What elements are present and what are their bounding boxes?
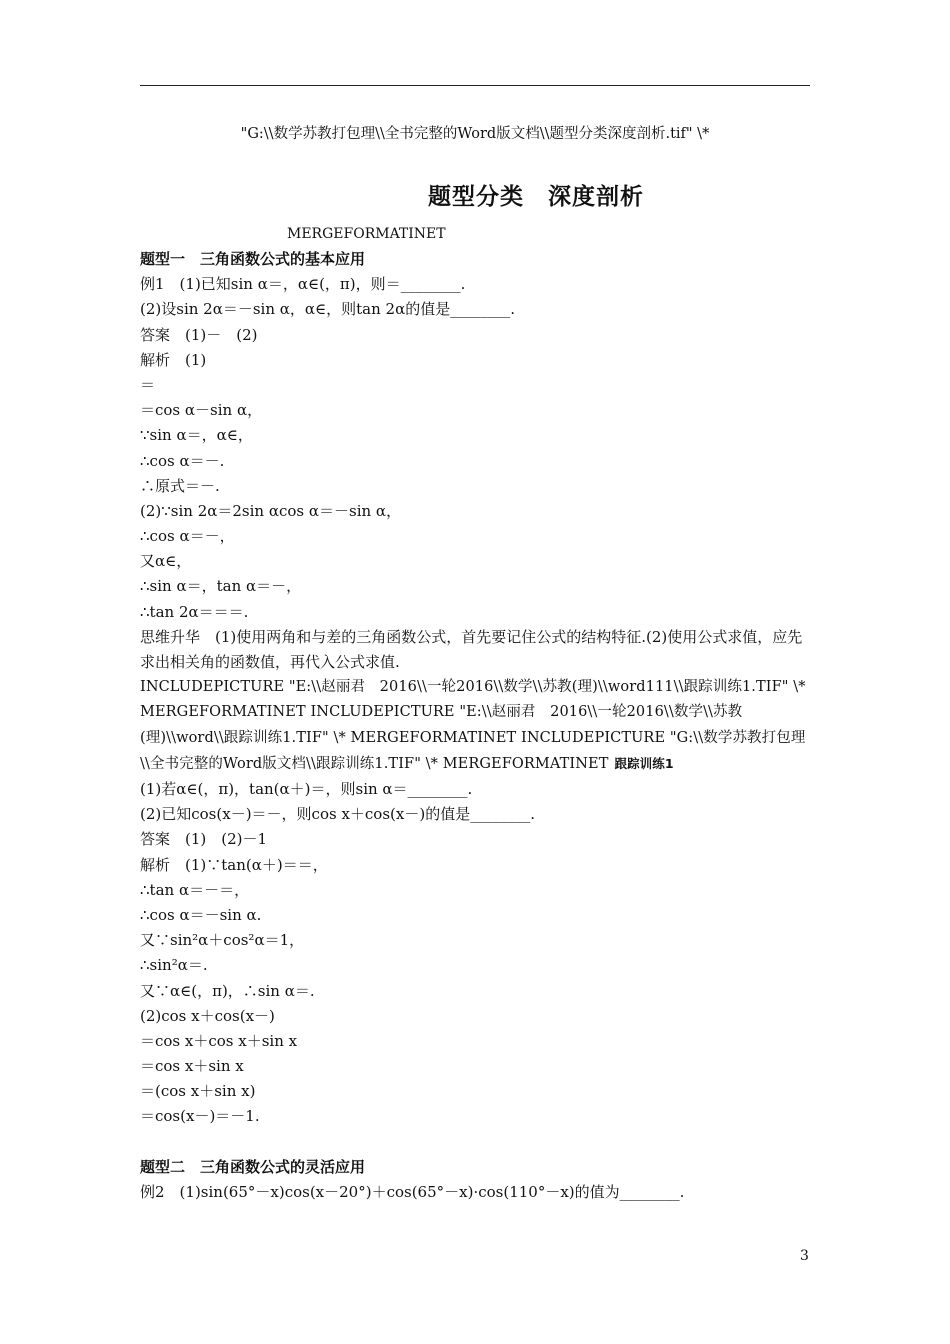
text-line: ∵sin α＝，α∈，	[140, 426, 253, 445]
include-field-paragraph	[140, 675, 815, 777]
blank-line	[140, 1130, 815, 1155]
text-line: (2)设sin 2α＝－sin α，α∈，则tan 2α的值是________.	[140, 300, 515, 319]
section-heading: 题型一 三角函数公式的基本应用	[140, 250, 366, 268]
text-line: ＝cos x＋cos x＋sin x	[140, 1031, 298, 1050]
header-rule	[140, 85, 810, 86]
text-line: 又∵sin²α＋cos²α＝1，	[140, 931, 305, 950]
text-line: 答案 (1)－ (2)	[140, 325, 258, 344]
include-field-text: INCLUDEPICTURE "E:\\赵丽君 2016\\一轮2016\\数学\\苏教(理)\\word111\\跟踪训练1.TIF" \* MERGEFORMATINET INCLUDEPICTURE "E:\\赵丽君 2016\\一轮2016\\数学\\苏教(理)\\word\\跟踪训练1.TIF" \* MERGEFORMATINET INCLUDEPICTURE "G:\\数学苏教打包理\\全书完整的Word版文档\\跟踪训练1.TIF" \* MERGEFORMATINET	[140, 679, 806, 772]
text-line: ∴tan 2α＝＝＝.	[140, 602, 249, 621]
text-line: (2)∵sin 2α＝2sin αcos α＝－sin α，	[140, 501, 402, 520]
text-line: 解析 (1)∵tan(α＋)＝＝，	[140, 855, 328, 874]
text-line: 又∵α∈(，π)，∴sin α＝.	[140, 981, 315, 1000]
text-line: ∴cos α＝－sin α.	[140, 905, 262, 924]
document-body	[140, 247, 815, 1205]
text-line: ＝(cos x＋sin x)	[140, 1082, 256, 1101]
summary-paragraph: 思维升华 (1)使用两角和与差的三角函数公式，首先要记住公式的结构特征.(2)使用公式求值，应先求出相关角的函数值，再代入公式求值.	[140, 627, 803, 672]
text-line: ∴sin α＝，tan α＝－，	[140, 577, 302, 596]
text-line: ∴sin²α＝.	[140, 956, 208, 975]
text-line: ∴原式＝－.	[140, 476, 220, 495]
text-line: 答案 (1) (2)－1	[140, 830, 268, 849]
section-heading: 题型二 三角函数公式的灵活应用	[140, 1157, 366, 1176]
page-number: 3	[800, 1248, 809, 1264]
page-title: 题型分类 深度剖析	[428, 184, 644, 210]
text-line: (1)若α∈(，π)，tan(α＋)＝，则sin α＝________.	[140, 780, 473, 799]
text-line: ∴cos α＝－，	[140, 527, 235, 546]
text-line: ＝cos(x－)＝－1.	[140, 1107, 260, 1126]
field-code-path: "G:\\数学苏教打包理\\全书完整的Word版文档\\题型分类深度剖析.tif" \*	[240, 126, 710, 142]
training-badge: 跟踪训练1	[614, 755, 674, 771]
text-line: ∴cos α＝－.	[140, 451, 225, 470]
text-line: ＝cos x＋sin x	[140, 1057, 244, 1076]
text-line: 解析 (1)	[140, 350, 207, 369]
text-line: 又α∈，	[140, 552, 192, 571]
text-line: (2)cos x＋cos(x－)	[140, 1006, 275, 1025]
field-code-merge: MERGEFORMATINET	[287, 226, 446, 242]
text-line: 例2 (1)sin(65°－x)cos(x－20°)＋cos(65°－x)·cos(110°－x)的值为________.	[140, 1183, 685, 1202]
text-line: ＝cos α－sin α，	[140, 401, 263, 420]
text-line: 例1 (1)已知sin α＝，α∈(，π)，则＝________.	[140, 275, 466, 294]
text-line: ＝	[140, 375, 156, 394]
text-line: (2)已知cos(x－)＝－，则cos x＋cos(x－)的值是________.	[140, 805, 535, 824]
text-line: ∴tan α＝－＝，	[140, 880, 250, 899]
